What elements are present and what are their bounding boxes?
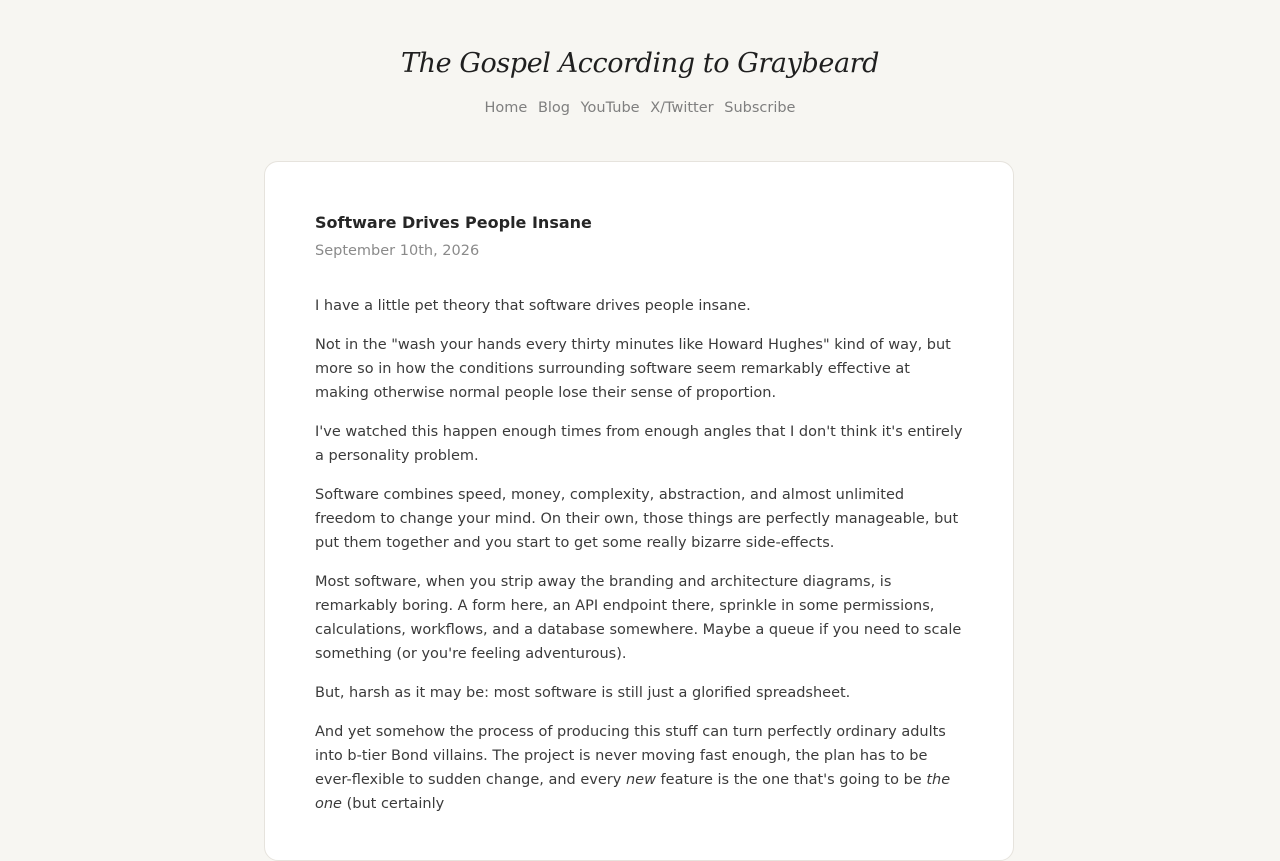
- post-paragraph: Not in the "wash your hands every thirty minutes like Howard Hughes" kind of way, but more so in how the conditions surrounding software seem remarkably effective at making otherwise normal people lose their sense of proportion.: [315, 337, 951, 401]
- main-nav: [0, 98, 1280, 118]
- nav-blog-link[interactable]: Blog: [537, 100, 571, 116]
- post-body: [315, 294, 965, 816]
- paragraph-text: (but certainly: [341, 796, 445, 812]
- post-paragraph: I've watched this happen enough times from enough angles that I don't think it's entirely a personality problem.: [315, 424, 963, 464]
- post-paragraph: But, harsh as it may be: most software is still just a glorified spreadsheet.: [315, 685, 851, 701]
- post-paragraph: Software combines speed, money, complexity, abstraction, and almost unlimited freedom to change your mind. On their own, those things are perfectly manageable, but put them together and you start to get some really bizarre side-effects.: [315, 487, 959, 551]
- nav-subscribe-link[interactable]: Subscribe: [724, 100, 796, 116]
- post-paragraph: Most software, when you strip away the branding and architecture diagrams, is remarkably boring. A form here, an API endpoint there, sprinkle in some permissions, calculations, workflows, and a database somewhere. Maybe a queue if you need to scale something (or you're feeling adventurous).: [315, 574, 962, 662]
- post-title: Software Drives People Insane: [315, 213, 592, 232]
- paragraph-text: And yet somehow the process of producing this stuff can turn perfectly ordinary adults into b-tier Bond villains. The project is never moving fast enough, the plan has to be ever-flexible to sudden change, and every: [315, 724, 946, 788]
- emphasis-text: new: [625, 772, 656, 788]
- post-date: September 10th, 2026: [315, 243, 480, 259]
- blog-post: [315, 210, 965, 831]
- emphasis-text: the one: [315, 772, 951, 812]
- site-title[interactable]: The Gospel According to Graybeard: [400, 48, 880, 79]
- nav-home-link[interactable]: Home: [484, 100, 528, 116]
- post-card: [264, 161, 1014, 861]
- paragraph-text: feature is the one that's going to be: [655, 772, 927, 788]
- nav-youtube-link[interactable]: YouTube: [580, 100, 640, 116]
- nav-x-twitter-link[interactable]: X/Twitter: [650, 100, 714, 116]
- post-paragraph: I have a little pet theory that software drives people insane.: [315, 298, 751, 314]
- post-paragraph: [315, 720, 965, 816]
